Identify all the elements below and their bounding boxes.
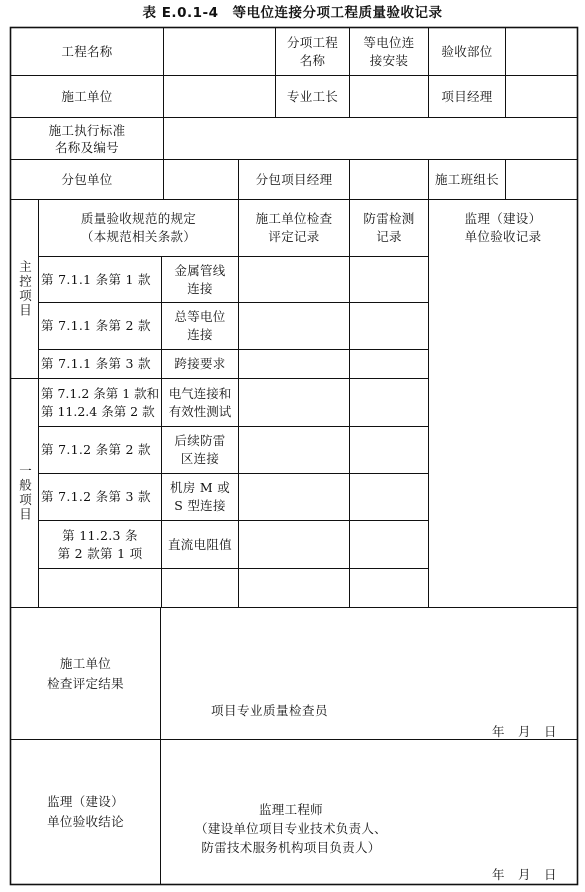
subproject-name-label: 分项工程 名称 (286, 34, 339, 68)
subcontract-manager-value[interactable] (350, 160, 428, 199)
project-name-label: 工程名称 (61, 43, 113, 59)
supervision-column-header: 监理（建设） 单位验收记录 (464, 211, 542, 244)
supervision-result-label: 监理（建设） 单位验收结论 (47, 794, 124, 829)
standard-value[interactable] (164, 118, 577, 159)
general-item-name: 直流电阻值 (167, 536, 232, 552)
construction-date: 年 月 日 (492, 724, 558, 739)
table-title: 等电位连接分项工程质量验收记录 (232, 5, 443, 21)
main-item-name: 总等电位 连接 (174, 309, 226, 342)
team-leader-label: 施工班组长 (434, 171, 499, 187)
project-name-value[interactable] (164, 28, 275, 75)
inspection-part-label: 验收部位 (441, 43, 493, 59)
subcontractor-value[interactable] (164, 160, 238, 199)
subproject-name-value: 等电位连 接安装 (363, 34, 415, 68)
general-item-name: 后续防雷 区连接 (174, 433, 226, 466)
construction-unit-label: 施工单位 (61, 88, 113, 104)
main-item-name: 金属管线 连接 (174, 262, 226, 296)
main-item-clause: 第 7.1.1 条第 2 款 (41, 318, 151, 333)
main-item-name: 跨接要求 (174, 356, 226, 371)
spec-column-header: 质量验收规范的规定 （本规范相关条款） (80, 211, 197, 244)
supervision-date: 年 月 日 (492, 867, 558, 882)
general-items-group-label: 一般项目 (17, 464, 33, 522)
professional-foreman-label: 专业工长 (286, 88, 339, 104)
construction-unit-value[interactable] (164, 76, 275, 117)
general-item-name: 机房 M 或 S 型连接 (169, 480, 231, 513)
unit-check-records[interactable] (239, 257, 349, 607)
main-items-group-label: 主控项目 (17, 260, 33, 318)
inspection-part-value[interactable] (506, 28, 577, 75)
subcontract-manager-label: 分包项目经理 (255, 171, 333, 187)
general-item-clause: 第 7.1.2 条第 2 款 (41, 442, 151, 457)
supervision-records[interactable] (429, 257, 577, 607)
general-item-name: 电气连接和 有效性测试 (168, 385, 232, 419)
professional-foreman-value[interactable] (350, 76, 428, 117)
unit-check-column-header: 施工单位检查 评定记录 (255, 211, 333, 244)
project-manager-label: 项目经理 (441, 88, 493, 104)
construction-result-label: 施工单位 检查评定结果 (47, 655, 124, 691)
lightning-check-records[interactable] (350, 257, 428, 607)
subcontractor-label: 分包单位 (61, 171, 113, 187)
main-item-clause: 第 7.1.1 条第 1 款 (41, 271, 151, 287)
lightning-check-column-header: 防雷检测 记录 (363, 211, 415, 244)
main-item-clause: 第 7.1.1 条第 3 款 (41, 356, 151, 371)
quality-inspector-label: 项目专业质量检查员 (211, 703, 329, 718)
table-number: 表 E.0.1-4 (142, 5, 219, 21)
general-item-clause: 第 7.1.2 条第 3 款 (41, 489, 151, 504)
standard-label: 施工执行标准 名称及编号 (48, 122, 126, 155)
general-item-clause: 第 7.1.2 条第 1 款和 第 11.2.4 条第 2 款 (41, 385, 160, 419)
project-manager-value[interactable] (506, 76, 577, 117)
team-leader-value[interactable] (506, 160, 577, 199)
supervision-signer-label: 监理工程师 （建设单位项目专业技术负责人、 防雷技术服务机构项目负责人） (194, 801, 387, 855)
general-item-clause: 第 11.2.3 条 第 2 款第 1 项 (57, 527, 143, 561)
